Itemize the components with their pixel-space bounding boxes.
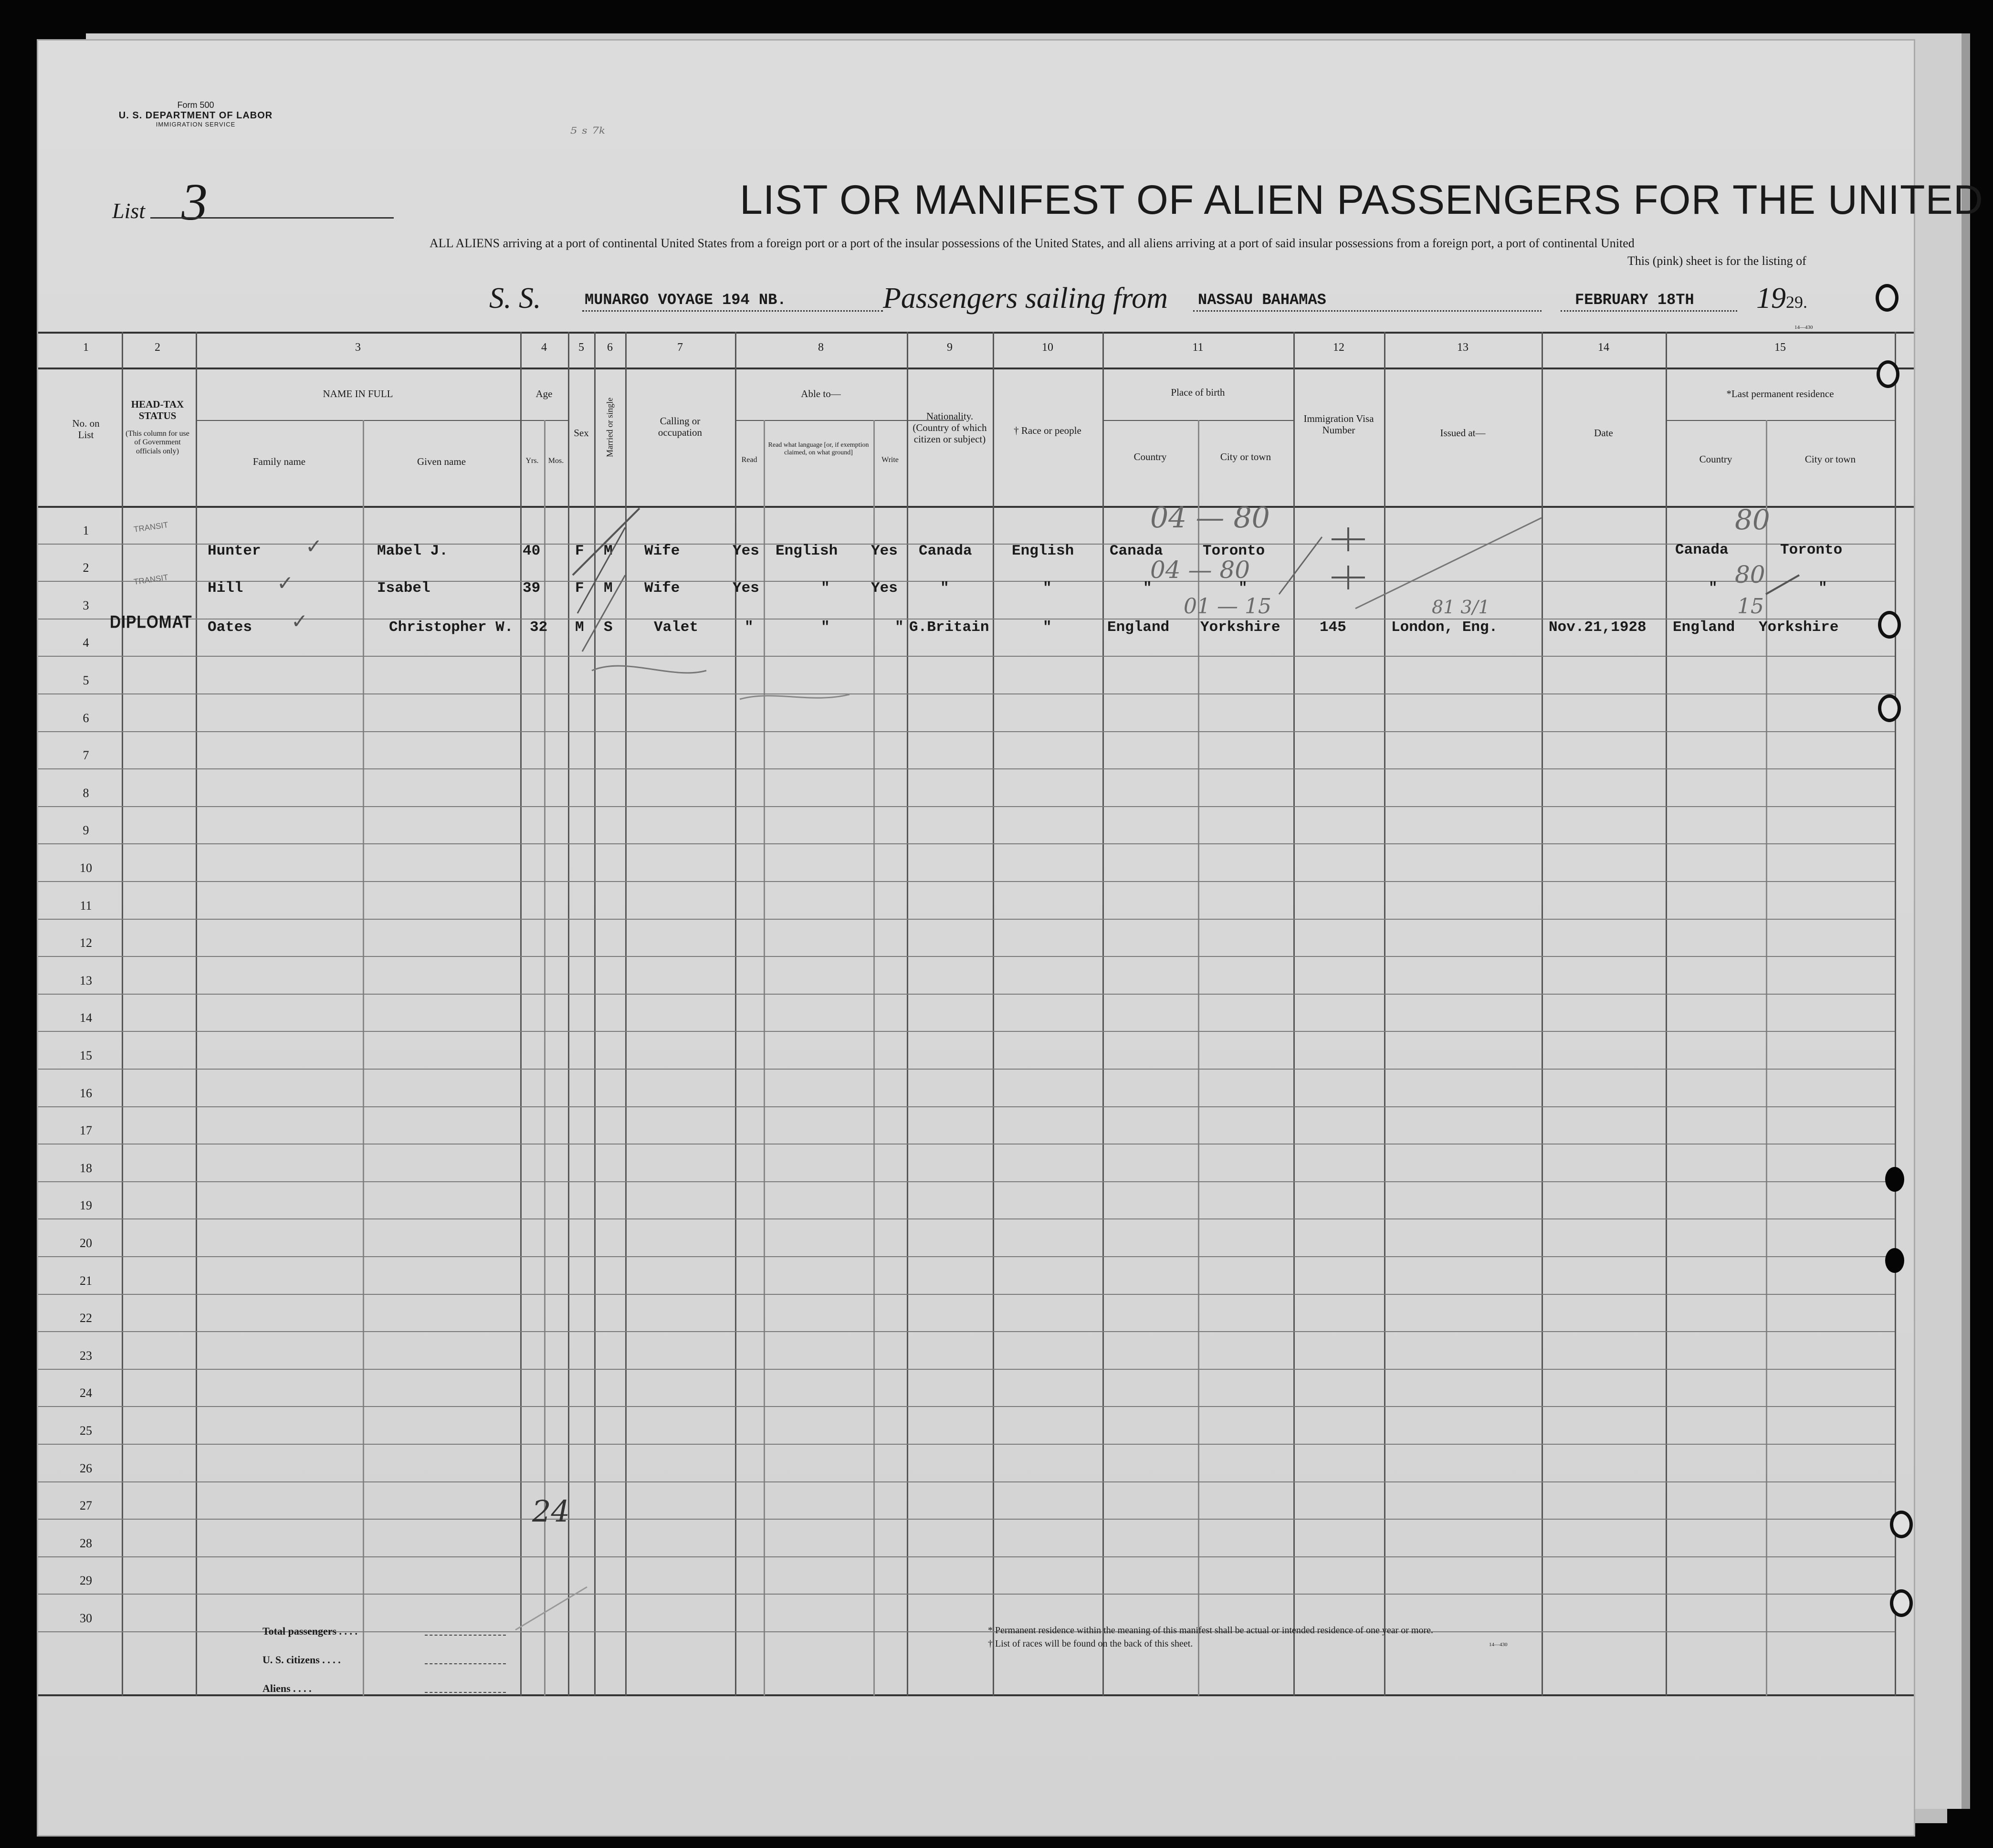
row-rule — [38, 806, 1895, 807]
row2-birth-city: " — [1238, 580, 1248, 597]
row-number: 30 — [80, 1611, 92, 1625]
hand-birth-row2: 04 — 80 — [1150, 556, 1250, 584]
row2-sex: F — [575, 580, 584, 597]
row-rule — [38, 1406, 1895, 1407]
diplomat-mark: DIPLOMAT — [110, 612, 192, 632]
hdr-read-lang: Read what language [or, if exemption claimed, on what ground] — [768, 441, 869, 457]
row3-read: " — [745, 619, 754, 636]
hdr-sex: Sex — [574, 427, 589, 439]
colnum-6: 6 — [607, 341, 613, 354]
colnum-border — [38, 368, 1914, 369]
row-rule — [38, 1331, 1895, 1332]
table-bottom-border — [38, 1694, 1914, 1696]
total-passengers-label: Total passengers . . . . — [262, 1625, 358, 1637]
row2-marital: M — [604, 580, 613, 597]
row3-write: " — [895, 619, 904, 636]
row-number: 2 — [83, 561, 89, 575]
col-border-8a — [764, 420, 765, 1696]
col-border-14 — [1666, 332, 1667, 1696]
row3-occupation: Valet — [654, 619, 699, 636]
row1-race: English — [1012, 543, 1074, 559]
colnum-9: 9 — [947, 341, 953, 354]
hand-birth-row1: 04 — 80 — [1150, 501, 1270, 535]
row-rule — [38, 843, 1895, 844]
row-rule — [38, 1031, 1895, 1032]
row1-transit-stamp: TRANSIT — [133, 520, 169, 534]
list-line — [150, 217, 394, 219]
row-rule — [38, 1481, 1895, 1482]
row3-visa-date: Nov.21,1928 — [1549, 619, 1647, 636]
us-citizens-label: U. S. citizens . . . . — [262, 1654, 341, 1666]
row1-nationality: Canada — [919, 543, 972, 559]
row-number: 16 — [80, 1086, 92, 1100]
manifest-title: LIST OR MANIFEST OF ALIEN PASSENGERS FOR THE UNITED — [740, 177, 1984, 223]
row-number: 26 — [80, 1461, 92, 1475]
hand-res-row1: 80 — [1735, 504, 1770, 536]
vessel-name: MUNARGO VOYAGE 194 NB. — [585, 291, 787, 309]
hdr-birth-country: Country — [1133, 451, 1167, 462]
col-border-11 — [1293, 332, 1295, 1696]
pencil-marks-top: ⁵ ˢ ⁷ᵏ — [570, 124, 605, 143]
row-rule — [38, 1256, 1895, 1257]
row1-marital: M — [604, 543, 613, 559]
hand-birth-row3: 01 — 15 — [1184, 594, 1271, 619]
form-code-top: 14—430 — [1794, 325, 1813, 330]
ss-label: S. S. — [489, 282, 541, 315]
row1-res-country: Canada — [1675, 542, 1729, 558]
colnum-2: 2 — [155, 341, 160, 354]
col-border-5 — [594, 332, 596, 1696]
row2-occupation: Wife — [644, 580, 680, 597]
row-rule — [38, 768, 1895, 769]
hdr-head-tax-note: (This column for use of Government officials only) — [126, 430, 189, 455]
col-border-7 — [735, 332, 736, 1696]
row1-res-city: Toronto — [1780, 542, 1843, 558]
colnum-5: 5 — [578, 341, 584, 354]
row-number: 14 — [80, 1011, 92, 1025]
row-rule — [38, 1181, 1895, 1182]
col-border-8b — [873, 420, 875, 1696]
row-number: 28 — [80, 1536, 92, 1550]
row1-sex: F — [575, 543, 584, 559]
year — [1756, 282, 1807, 315]
hdr-name-in-full: NAME IN FULL — [323, 388, 393, 399]
row-number: 24 — [80, 1386, 92, 1400]
row-number: 15 — [80, 1049, 92, 1062]
manifest-page — [38, 41, 1984, 1835]
table-top-border — [38, 332, 1914, 334]
row-number: 8 — [83, 786, 89, 800]
binder-hole-2 — [1877, 360, 1899, 388]
hdr-write: Write — [881, 456, 899, 464]
row-number: 4 — [83, 636, 89, 650]
hdr-mos: Mos. — [548, 457, 564, 465]
row1-language: English — [776, 543, 838, 559]
row1-check: ✓ — [305, 535, 323, 558]
row-number: 6 — [83, 711, 89, 725]
hdr-read: Read — [741, 456, 757, 464]
row3-issued-at: London, Eng. — [1391, 619, 1498, 636]
row-number: 21 — [80, 1273, 92, 1288]
row-number: 27 — [80, 1499, 92, 1513]
colnum-3: 3 — [355, 341, 361, 354]
hdr-yrs: Yrs. — [525, 457, 539, 465]
colnum-15: 15 — [1774, 341, 1786, 354]
hdr-no-on-list: No. on List — [72, 418, 100, 441]
row3-language: " — [821, 619, 830, 636]
list-number: 3 — [181, 173, 208, 231]
row-rule — [38, 581, 1895, 582]
row2-race: " — [1043, 580, 1052, 597]
row-rule — [38, 956, 1895, 957]
row2-birth-country: " — [1143, 580, 1152, 597]
port-name: NASSAU BAHAMAS — [1198, 291, 1326, 309]
vessel-underline — [582, 310, 883, 312]
row2-res-city: " — [1818, 580, 1827, 597]
hdr-res-country: Country — [1699, 453, 1732, 465]
row-number: 1 — [83, 523, 89, 537]
hdr-head-tax: HEAD-TAX STATUS — [131, 399, 184, 422]
form-code-bottom: 14—430 — [1489, 1642, 1508, 1648]
manifest-subtitle-1: ALL ALIENS arriving at a port of continental United States from a foreign port or a port of the insular possessions of the United States, and all aliens arriving at a port of said insular possessions from a foreign port, a port of continental United — [430, 236, 1635, 250]
hdr-issued-at: Issued at— — [1440, 427, 1486, 439]
row-rule — [38, 731, 1895, 732]
row-rule — [38, 1106, 1895, 1107]
row1-family: Hunter — [208, 543, 261, 559]
row-rule — [38, 881, 1895, 882]
row-number: 23 — [80, 1348, 92, 1363]
col-border-10 — [1102, 332, 1104, 1696]
row-number: 10 — [80, 861, 92, 875]
binder-hole-7 — [1890, 1511, 1913, 1538]
row2-nationality: " — [940, 580, 949, 597]
row1-read: Yes — [733, 543, 759, 559]
col-border-15 — [1895, 332, 1896, 1696]
row-rule — [38, 656, 1895, 657]
row3-sex: M — [575, 619, 584, 636]
hdr-calling: Calling or occupation — [658, 415, 703, 439]
hand-res-row3: 15 — [1737, 594, 1764, 619]
row-number: 18 — [80, 1161, 92, 1175]
binder-hole-8 — [1890, 1589, 1913, 1617]
row-number: 25 — [80, 1424, 92, 1438]
row-number: 5 — [83, 673, 89, 687]
row1-birth-city: Toronto — [1203, 543, 1265, 559]
col-border-9 — [993, 332, 994, 1696]
col-border-6 — [625, 332, 627, 1696]
row-rule — [38, 1294, 1895, 1295]
colnum-13: 13 — [1457, 341, 1469, 354]
row-number: 7 — [83, 748, 89, 763]
total-passengers-line — [425, 1635, 506, 1636]
service-name: IMMIGRATION SERVICE — [156, 120, 236, 128]
row2-res-country: " — [1709, 580, 1718, 597]
row-number: 13 — [80, 973, 92, 987]
row3-res-city: Yorkshire — [1759, 619, 1839, 636]
col-border-8 — [907, 332, 908, 1696]
binder-hole-5 — [1885, 1167, 1904, 1192]
row-rule — [38, 1369, 1895, 1370]
row-number: 9 — [83, 823, 89, 838]
port-underline — [1193, 310, 1542, 312]
footnote-races: † List of races will be found on the back of this sheet. — [988, 1638, 1193, 1649]
hdr-res-city: City or town — [1804, 453, 1856, 465]
us-citizens-line — [425, 1663, 506, 1664]
row-rule — [38, 919, 1895, 920]
hdr-birth-city: City or town — [1220, 451, 1271, 462]
colnum-10: 10 — [1042, 341, 1053, 354]
row-rule — [38, 1519, 1895, 1520]
binder-hole-4 — [1878, 694, 1901, 722]
binder-hole-1 — [1876, 284, 1899, 312]
row3-race: " — [1043, 619, 1052, 636]
row-rule — [38, 1594, 1895, 1595]
row-rule — [38, 1444, 1895, 1445]
voyage-line — [38, 282, 1914, 315]
col-border-15a — [1766, 420, 1767, 1696]
row3-nationality: G.Britain — [909, 619, 989, 636]
manifest-subtitle-2: This (pink) sheet is for the listing of — [1627, 254, 1806, 268]
hdr-able-to: Able to— — [801, 388, 841, 399]
hdr-given-name: Given name — [417, 456, 466, 467]
row2-check: ✓ — [277, 571, 294, 595]
col-border-2 — [196, 332, 197, 1696]
row-rule — [38, 1218, 1895, 1219]
row2-read: Yes — [733, 580, 759, 597]
row3-birth-country: England — [1107, 619, 1170, 636]
hdr-last-residence: *Last permanent residence — [1726, 388, 1834, 399]
hand-age-note: 24 — [532, 1494, 570, 1529]
row2-family: Hill — [208, 580, 243, 597]
hdr-age: Age — [535, 388, 553, 399]
name-header-rule — [196, 420, 568, 421]
col-border-12 — [1384, 332, 1385, 1696]
col-border-3 — [520, 332, 522, 1696]
row-number: 12 — [80, 936, 92, 950]
sailing-date: FEBRUARY 18TH — [1575, 291, 1694, 309]
row-number: 19 — [80, 1198, 92, 1213]
col-border-3a — [363, 420, 364, 1696]
row2-given: Isabel — [377, 580, 430, 597]
sailing-label: Passengers sailing from — [883, 282, 1168, 315]
row3-birth-city: Yorkshire — [1200, 619, 1280, 636]
row-number: 20 — [80, 1236, 92, 1250]
row3-check: ✓ — [291, 609, 308, 633]
row3-res-country: England — [1673, 619, 1735, 636]
row-rule — [38, 994, 1895, 995]
row3-visa: 145 — [1320, 619, 1346, 636]
aliens-line — [425, 1692, 506, 1693]
hdr-visa: Immigration Visa Number — [1303, 413, 1374, 436]
row-number: 11 — [80, 898, 92, 913]
col-border-1 — [122, 332, 123, 1696]
form-number: Form 500 — [177, 100, 214, 110]
row2-age: 39 — [523, 580, 541, 597]
hdr-married: Married or single — [605, 397, 615, 457]
hdr-nationality: Nationality. (Country of which citizen or subject) — [913, 410, 987, 445]
aliens-label: Aliens . . . . — [262, 1682, 312, 1694]
year-prefix: 19 — [1756, 282, 1786, 315]
manifest-table — [38, 327, 1914, 1701]
hdr-family-name: Family name — [252, 456, 306, 467]
hand-res-row2: 80 — [1735, 561, 1765, 588]
row-number: 17 — [80, 1124, 92, 1138]
row-rule — [38, 1069, 1895, 1070]
row2-transit-stamp: TRANSIT — [133, 573, 169, 587]
colnum-11: 11 — [1192, 341, 1204, 354]
footnote-residence: * Permanent residence within the meaning of this manifest shall be actual or intended residence of one year or more. — [988, 1625, 1434, 1636]
row1-birth-country: Canada — [1110, 543, 1163, 559]
hand-issued-note: 81 3/1 — [1432, 597, 1490, 618]
row-rule — [38, 1556, 1895, 1557]
department-name: U. S. DEPARTMENT OF LABOR — [118, 110, 273, 121]
binder-hole-6 — [1885, 1248, 1904, 1273]
col-border-4 — [568, 332, 569, 1696]
colnum-7: 7 — [677, 341, 683, 354]
row3-family: Oates — [208, 619, 252, 636]
row-number: 3 — [83, 598, 89, 612]
department-block — [110, 100, 282, 128]
header-bottom-border — [38, 506, 1914, 508]
row2-write: Yes — [871, 580, 898, 597]
row3-given: Christopher W. — [389, 619, 514, 636]
binder-hole-3 — [1878, 611, 1901, 639]
row-number: 29 — [80, 1574, 92, 1588]
colnum-14: 14 — [1598, 341, 1609, 354]
colnum-4: 4 — [541, 341, 547, 354]
pencil-strokes — [38, 327, 1914, 1701]
residence-header-rule — [1666, 420, 1895, 421]
date-underline — [1561, 310, 1737, 312]
row1-occupation: Wife — [644, 543, 680, 559]
row-rule — [38, 693, 1895, 694]
year-suffix: 29. — [1786, 293, 1807, 312]
hdr-place-of-birth: Place of birth — [1171, 387, 1225, 398]
hdr-race: † Race or people — [1014, 425, 1081, 436]
colnum-12: 12 — [1333, 341, 1344, 354]
row3-marital: S — [604, 619, 613, 636]
list-label: List — [112, 199, 146, 223]
row1-age: 40 — [523, 543, 541, 559]
row3-age: 32 — [530, 619, 548, 636]
colnum-1: 1 — [83, 341, 89, 354]
row-number: 22 — [80, 1311, 92, 1325]
colnum-8: 8 — [818, 341, 824, 354]
hdr-date: Date — [1594, 427, 1613, 439]
col-border-13 — [1542, 332, 1543, 1696]
row1-given: Mabel J. — [377, 543, 448, 559]
row1-write: Yes — [871, 543, 898, 559]
row2-language: " — [821, 580, 830, 597]
